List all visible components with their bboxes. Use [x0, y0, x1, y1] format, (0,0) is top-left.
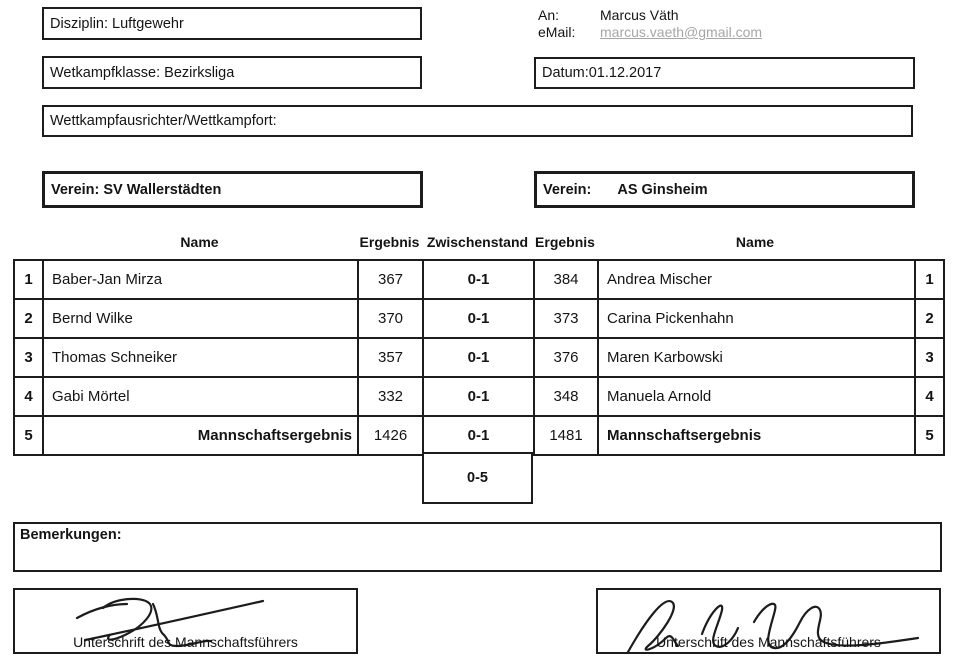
wettkampfklasse-field [42, 56, 422, 89]
signature-box-home [13, 588, 358, 654]
table-row [14, 299, 944, 338]
shooter-name-right: Manuela Arnold [598, 377, 915, 416]
shooter-name-left: Bernd Wilke [43, 299, 358, 338]
verein-away-name: AS Ginsheim [617, 181, 708, 198]
verein-away-prefix: Verein: [543, 181, 592, 198]
final-score-box [422, 452, 533, 504]
header-ergebnis-left: Ergebnis [359, 234, 420, 250]
interim-score: 0-1 [423, 338, 534, 377]
header-name-left: Name [180, 234, 219, 250]
row-number-left: 5 [14, 416, 43, 455]
shooter-name-left: Gabi Mörtel [43, 377, 358, 416]
row-number-right: 1 [915, 260, 944, 299]
disziplin-label: Disziplin: Luftgewehr [50, 15, 184, 32]
signature-box-away [596, 588, 941, 654]
header-ergebnis-right: Ergebnis [535, 234, 595, 250]
table-row [14, 377, 944, 416]
shooter-name-right: Andrea Mischer [598, 260, 915, 299]
an-value: Marcus Väth [600, 7, 679, 23]
final-score: 0-5 [467, 470, 488, 486]
shooter-name-left: Thomas Schneiker [43, 338, 358, 377]
wettkampfklasse-label: Wetkampfklasse: Bezirksliga [50, 64, 235, 81]
row-number-right: 4 [915, 377, 944, 416]
row-number-left: 1 [14, 260, 43, 299]
result-right: 348 [534, 377, 598, 416]
team-total-right: 1481 [534, 416, 598, 455]
row-number-right: 3 [915, 338, 944, 377]
datum-field [534, 57, 915, 89]
datum-label: Datum:01.12.2017 [542, 65, 662, 81]
team-total-label-left: Mannschaftsergebnis [43, 416, 358, 455]
result-right: 384 [534, 260, 598, 299]
interim-score: 0-1 [423, 377, 534, 416]
row-number-left: 3 [14, 338, 43, 377]
results-table [13, 259, 945, 456]
row-number-right: 5 [915, 416, 944, 455]
recipient-block [538, 7, 762, 41]
result-left: 367 [358, 260, 423, 299]
verein-home-field [42, 171, 423, 208]
result-left: 370 [358, 299, 423, 338]
ausrichter-label: Wettkampfausrichter/Wettkampfort: [50, 113, 277, 129]
interim-score: 0-1 [423, 299, 534, 338]
team-total-left: 1426 [358, 416, 423, 455]
header-name-right: Name [735, 234, 775, 250]
table-row [14, 338, 944, 377]
row-number-left: 2 [14, 299, 43, 338]
result-right: 376 [534, 338, 598, 377]
shooter-name-left: Baber-Jan Mirza [43, 260, 358, 299]
remarks-field [13, 522, 942, 572]
remarks-label: Bemerkungen: [20, 527, 122, 543]
email-label: eMail: [538, 24, 576, 40]
table-row [14, 260, 944, 299]
an-label: An: [538, 7, 560, 23]
signature-caption-away: Unterschrift des Mannschaftsführers [656, 634, 881, 650]
email-link[interactable]: marcus.vaeth@gmail.com [600, 24, 763, 40]
interim-score: 0-1 [423, 260, 534, 299]
team-total-label-right: Mannschaftsergebnis [598, 416, 915, 455]
shooter-name-right: Maren Karbowski [598, 338, 915, 377]
result-right: 373 [534, 299, 598, 338]
ausrichter-field [42, 105, 913, 137]
shooter-name-right: Carina Pickenhahn [598, 299, 915, 338]
verein-home-label: Verein: SV Wallerstädten [51, 181, 222, 198]
result-left: 332 [358, 377, 423, 416]
header-zwischenstand: Zwischenstand [426, 234, 529, 250]
row-number-left: 4 [14, 377, 43, 416]
interim-score: 0-1 [423, 416, 534, 455]
disziplin-field [42, 7, 422, 40]
row-number-right: 2 [915, 299, 944, 338]
signature-caption-home: Unterschrift des Mannschaftsführers [73, 634, 298, 650]
verein-away-field [534, 171, 915, 208]
table-row-total [14, 416, 944, 455]
result-left: 357 [358, 338, 423, 377]
